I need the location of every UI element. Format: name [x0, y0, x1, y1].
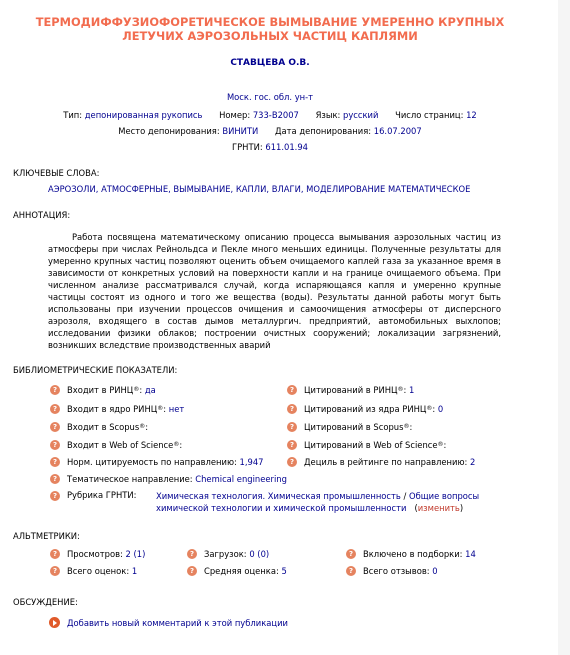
metric-label: Средняя оценка:	[204, 566, 279, 576]
alt-collections	[346, 549, 476, 559]
metric-value: 0	[437, 404, 444, 414]
metric-label: Входит в Web of Science	[67, 440, 174, 450]
grnti-value: 611.01.94	[265, 142, 308, 152]
question-icon[interactable]: ?	[287, 422, 297, 432]
add-comment-link[interactable]: Добавить новый комментарий к этой публикации	[67, 617, 288, 628]
title-line-1: ТЕРМОДИФФУЗИОФОРЕТИЧЕСКОЕ ВЫМЫВАНИЕ УМЕРЕННО КРУПНЫХ	[35, 15, 505, 29]
annotation-text: Работа посвящена математическому описанию процесса вымывания аэрозольных частиц из атмосферы при числах Рейнольдса и Пекле много меньших единицы. Полученные результаты для умеренно крупных частиц позволяют оценить объем очищаемого каплей газа за указанное время в зависимости от конкретных условий на поверхности капли и на границе очищаемого объема. При численном анализе рассматривался случай, когда испаряющаяся капля и умеренно крупные частицы состоят из одного и того же вещества (воды). Результаты данной работы могут быть использованы при изучении процессов очищения и самоочищения атмосферы от дисперсного аэрозоля, входящего в состав дымов металлургич. предприятий, автомобильных выхлопов; исследовании физики облаков; построении очистных сооружений; локализации загрязнений, возникших вследствие производственных аварий	[48, 232, 501, 350]
altmetrics-heading: АЛЬТМЕТРИКИ:	[13, 531, 80, 541]
metric-wos-in: ? Входит в Web of Science ® :	[50, 440, 182, 450]
title-line-2: ЛЕТУЧИХ АЭРОЗОЛЬНЫХ ЧАСТИЦ КАПЛЯМИ	[122, 29, 418, 43]
metric-label: Дециль в рейтинге по направлению:	[304, 457, 468, 467]
pages-label: Число страниц:	[395, 110, 464, 120]
metric-wos-cites: ? Цитирований в Web of Science ® :	[287, 440, 446, 450]
deposit-place-label: Место депонирования:	[118, 126, 220, 136]
metric-rinc-cites: ? Цитирований в РИНЦ ® : 1	[287, 385, 414, 395]
number-value: 733-В2007	[252, 110, 299, 120]
type-label: Тип:	[63, 110, 83, 120]
metric-decile	[287, 457, 475, 467]
question-icon[interactable]: ?	[50, 549, 60, 559]
alt-ratings	[50, 566, 137, 576]
annotation-heading: АННОТАЦИЯ:	[13, 210, 71, 220]
colon: :	[403, 385, 407, 395]
metric-rinc-in: ? Входит в РИНЦ ® : да	[50, 385, 156, 395]
metric-label: Входит в ядро РИНЦ	[67, 404, 158, 414]
metric-value[interactable]: да	[144, 385, 156, 395]
metric-value: 2	[470, 457, 476, 467]
alt-reviews	[346, 566, 438, 576]
paren-open: (	[414, 503, 418, 513]
deposit-date-label: Дата депонирования:	[274, 126, 372, 136]
metric-label: Всего оценок:	[67, 566, 130, 576]
metric-norm-citation	[50, 457, 263, 467]
metric-core-cites: ? Цитирований из ядра РИНЦ ® : 0	[287, 404, 443, 414]
metric-label: Загрузок:	[204, 549, 247, 559]
metric-label: Рубрика ГРНТИ:	[67, 490, 137, 500]
question-icon[interactable]: ?	[287, 404, 297, 414]
pages-value: 12	[466, 110, 477, 120]
question-icon[interactable]: ?	[346, 566, 356, 576]
question-icon[interactable]: ?	[50, 422, 60, 432]
question-icon[interactable]: ?	[50, 566, 60, 576]
alt-average	[187, 566, 287, 576]
colon: :	[163, 404, 167, 414]
metric-label: Включено в подборки:	[363, 549, 463, 559]
alt-views	[50, 549, 145, 559]
question-icon[interactable]: ?	[50, 440, 60, 450]
metric-label: Входит в РИНЦ	[67, 385, 134, 395]
metric-label: Входит в Scopus	[67, 422, 140, 432]
metric-value: 0	[432, 566, 438, 576]
metric-value: 1	[131, 566, 138, 576]
language-value: русский	[343, 110, 379, 120]
question-icon[interactable]: ?	[50, 491, 60, 501]
metric-label: Цитирований в Web of Science	[304, 440, 438, 450]
meta-row-2	[0, 126, 540, 136]
colon: :	[139, 385, 143, 395]
colon: :	[145, 422, 149, 432]
metric-value[interactable]: 1	[409, 385, 415, 395]
metric-label: Цитирований в Scopus	[304, 422, 404, 432]
metric-scopus-cites: ? Цитирований в Scopus ® :	[287, 422, 412, 432]
metric-value: нет	[168, 404, 185, 414]
rubric-change-link[interactable]: изменить	[417, 503, 460, 513]
colon: :	[432, 404, 436, 414]
metric-label: Норм. цитируемость по направлению:	[67, 457, 237, 467]
metric-value: 2 (1)	[125, 549, 146, 559]
metric-value[interactable]: 14	[465, 549, 476, 559]
question-icon[interactable]: ?	[287, 385, 297, 395]
question-icon[interactable]: ?	[287, 440, 297, 450]
colon: :	[409, 422, 413, 432]
play-icon[interactable]	[49, 617, 60, 628]
metric-scopus-in: ? Входит в Scopus ® :	[50, 422, 148, 432]
metric-core-in: ? Входит в ядро РИНЦ ® : нет	[50, 404, 184, 414]
grnti-label: ГРНТИ:	[232, 142, 263, 152]
alt-downloads	[187, 549, 269, 559]
metric-label: Всего отзывов:	[363, 566, 430, 576]
colon: :	[443, 440, 447, 450]
rubric-link-1[interactable]: Химическая технология. Химическая промышленность	[156, 491, 401, 501]
rubric-separator: /	[403, 491, 407, 501]
keywords-heading: КЛЮЧЕВЫЕ СЛОВА:	[13, 168, 100, 178]
metric-label: Цитирований в РИНЦ	[304, 385, 398, 395]
type-value[interactable]: депонированная рукопись	[84, 110, 203, 120]
question-icon[interactable]: ?	[187, 549, 197, 559]
rubric-link-2[interactable]: Общие вопросы химической технологии и химической промышленности	[156, 491, 480, 513]
publication-title	[0, 15, 540, 43]
question-icon[interactable]: ?	[346, 549, 356, 559]
rubric-value	[156, 490, 516, 514]
add-comment-row[interactable]	[49, 617, 288, 628]
question-icon[interactable]: ?	[287, 457, 297, 467]
bibliometrics-heading: БИБЛИОМЕТРИЧЕСКИЕ ПОКАЗАТЕЛИ:	[13, 365, 178, 375]
colon: :	[179, 440, 183, 450]
question-icon[interactable]: ?	[50, 404, 60, 414]
question-icon[interactable]: ?	[50, 385, 60, 395]
meta-row-1	[0, 110, 540, 120]
paren-close: )	[459, 503, 464, 513]
deposit-date-value: 16.07.2007	[373, 126, 422, 136]
language-label: Язык:	[315, 110, 341, 120]
keywords-list[interactable]: АЭРОЗОЛИ, АТМОСФЕРНЫЕ, ВЫМЫВАНИЕ, КАПЛИ, ВЛАГИ, МОДЕЛИРОВАНИЕ МАТЕМАТИЧЕСКОЕ	[48, 184, 471, 194]
question-icon[interactable]: ?	[50, 474, 60, 484]
question-icon[interactable]: ?	[50, 457, 60, 467]
metric-label: Просмотров:	[67, 549, 123, 559]
question-icon[interactable]: ?	[187, 566, 197, 576]
organization-link[interactable]: Моск. гос. обл. ун-т	[226, 92, 314, 102]
meta-row-3	[0, 142, 540, 152]
author-link[interactable]: СТАВЦЕВА О.В.	[230, 58, 310, 68]
number-label: Номер:	[219, 110, 251, 120]
metric-value: 0 (0)	[249, 549, 270, 559]
deposit-place-value: ВИНИТИ	[222, 126, 259, 136]
metric-value[interactable]: Chemical engineering	[195, 474, 287, 484]
metric-rubric	[50, 490, 520, 513]
discussion-heading: ОБСУЖДЕНИЕ:	[13, 597, 78, 607]
metric-value: 1,947	[239, 457, 264, 467]
metric-label: Цитирований из ядра РИНЦ	[304, 404, 427, 414]
metric-direction	[50, 474, 287, 484]
metric-value: 5	[281, 566, 287, 576]
metric-label: Тематическое направление:	[67, 474, 193, 484]
